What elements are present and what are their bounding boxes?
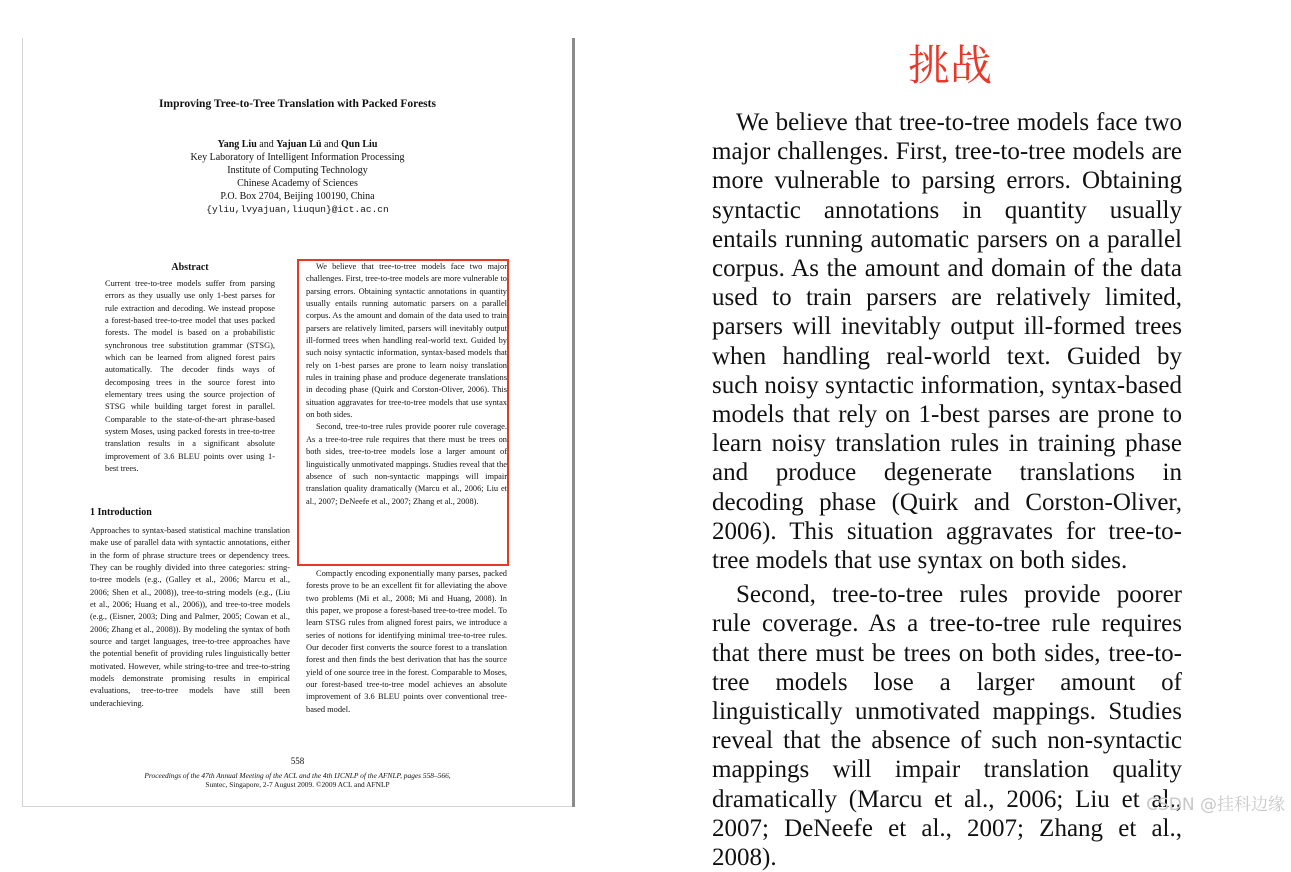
- introduction-text: [90, 525, 290, 710]
- right-paragraph-2: Second, tree-to-tree rules provide poorer rule coverage. As a tree-to-tree rule requires that there must be trees on both sides, tree-to-tree models lose a larger amount of linguistically unmotivated mappings. Studies reveal that the absence of such non-syntactic mappings will impair translation quality dramatically (Marcu et al., 2006; Liu et al., 2007; DeNeefe et al., 2007; Zhang et al., 2008).: [306, 422, 507, 506]
- paper-page-thumbnail: [22, 38, 572, 807]
- author-email: {yliu,lvyajuan,liuqun}@ict.ac.cn: [206, 204, 389, 215]
- excerpt-heading: 挑战: [907, 41, 992, 90]
- highlight-box: [297, 259, 509, 566]
- right-column-bottom: [306, 568, 507, 716]
- introduction-heading: 1 Introduction: [90, 507, 152, 518]
- introduction-paragraph: Approaches to syntax-based statistical machine translation make use of parallel data with syntactic annotations, either in the form of phrase structure trees or dependency trees. They can be roughly divided into three categories: string-to-tree models (e.g., (Galley et al., 2006; Marcu et al., 2006; Shen et al., 2008)), tree-to-string models (e.g., (Liu et al., 2006; Huang et al., 2006)), and tree-to-tree models (e.g., (Eisner, 2003; Ding and Palmer, 2005; Cowan et al., 2006; Zhang et al., 2008)). By modeling the syntax of both source and target languages, tree-to-tree approaches have the potential benefit of providing rules linguistically better motivated. However, while string-to-tree and tree-to-string models demonstrate promising results in empirical evaluations, tree-to-tree models have still been underachieving.: [90, 526, 290, 708]
- affiliation-line: P.O. Box 2704, Beijing 100190, China: [220, 191, 375, 202]
- author-line: [23, 138, 572, 151]
- affiliation-line: Key Laboratory of Intelligent Information Processing: [190, 152, 405, 163]
- author-1: Yang Liu: [217, 139, 257, 150]
- abstract-heading: Abstract: [171, 262, 209, 273]
- author-sep: and: [259, 139, 274, 150]
- watermark: CSDN @挂科边缘: [1146, 795, 1285, 815]
- excerpt-paragraph-1: We believe that tree-to-tree models face two major challenges. First, tree-to-tree models are more vulnerable to parsing errors. Obtaining syntactic annotations in quantity usually entails running automatic parsers on a parallel corpus. As the amount and domain of the data used to train parsers are relatively limited, parsers will inevitably output ill-formed trees when handling real-world text. Guided by such noisy syntactic information, syntax-based models that rely on 1-best parses are prone to learn noisy translation rules in training phase and produce degenerate translations in decoding phase (Quirk and Corston-Oliver, 2006). This situation aggravates for tree-to-tree models that use syntax on both sides.: [712, 109, 1182, 575]
- paper-title: Improving Tree-to-Tree Translation with Packed Forests: [159, 98, 436, 110]
- affiliation-line: Chinese Academy of Sciences: [237, 178, 358, 189]
- proceedings-line-2: Suntec, Singapore, 2-7 August 2009. ©2009 ACL and AFNLP: [205, 780, 390, 789]
- proceedings-footer: [23, 771, 572, 789]
- author-block: [23, 138, 572, 216]
- author-2: Yajuan Lü: [276, 139, 322, 150]
- abstract-text: [105, 278, 275, 476]
- author-sep: and: [324, 139, 339, 150]
- affiliation-line: Institute of Computing Technology: [227, 165, 368, 176]
- proceedings-line-1: Proceedings of the 47th Annual Meeting of the ACL and the 4th IJCNLP of the AFNLP, pages 558–566,: [144, 771, 451, 780]
- author-3: Qun Liu: [340, 139, 378, 150]
- right-paragraph-1: We believe that tree-to-tree models face two major challenges. First, tree-to-tree models are more vulnerable to parsing errors. Obtaining syntactic annotations in quantity usually entails running automatic parsers on a parallel corpus. As the amount and domain of the data used to train parsers are relatively limited, parsers will inevitably output ill-formed trees when handling real-world text. Guided by such noisy syntactic information, syntax-based models that rely on 1-best parses are prone to learn noisy translation rules in training phase and produce degenerate translations in decoding phase (Quirk and Corston-Oliver, 2006). This situation aggravates for tree-to-tree models that use syntax on both sides.: [306, 262, 507, 420]
- excerpt-paragraph-2: Second, tree-to-tree rules provide poorer rule coverage. As a tree-to-tree rule requires that there must be trees on both sides, tree-to-tree models lose a larger amount of linguistically unmotivated mappings. Studies reveal that the absence of such non-syntactic mappings will impair translation quality dramatically (Marcu et al., 2006; Liu et al., 2007; DeNeefe et al., 2007; Zhang et al., 2008).: [712, 581, 1182, 872]
- excerpt-zoom: [712, 108, 1182, 872]
- right-paragraph-3: Compactly encoding exponentially many parses, packed forests prove to be an excellent fit for alleviating the above two problems (Mi et al., 2008; Mi and Huang, 2008). In this paper, we propose a forest-based tree-to-tree model. To learn STSG rules from aligned forest pairs, we introduce a series of notions for identifying minimal tree-to-tree rules. Our decoder first converts the source forest to a translation forest and then finds the best derivation that has the source yield of one source tree in the forest. Comparable to Moses, our forest-based tree-to-tree model achieves an absolute improvement of 3.6 BLEU points over conventional tree-based model.: [306, 569, 507, 714]
- abstract-paragraph: Current tree-to-tree models suffer from parsing errors as they usually use only 1-best parses for rule extraction and decoding. We instead propose a forest-based tree-to-tree model that uses packed forests. The model is based on a probabilistic synchronous tree substitution grammar (STSG), which can be learned from aligned forest pairs automatically. The decoder finds ways of decomposing trees in the source forest into elementary trees using the source projection of STSG while building target forest in parallel. Comparable to the state-of-the-art phrase-based system Moses, using packed forests in tree-to-tree translation results in a significant absolute improvement of 3.6 BLEU points over using 1-best trees.: [105, 279, 275, 474]
- page-number: 558: [290, 756, 305, 766]
